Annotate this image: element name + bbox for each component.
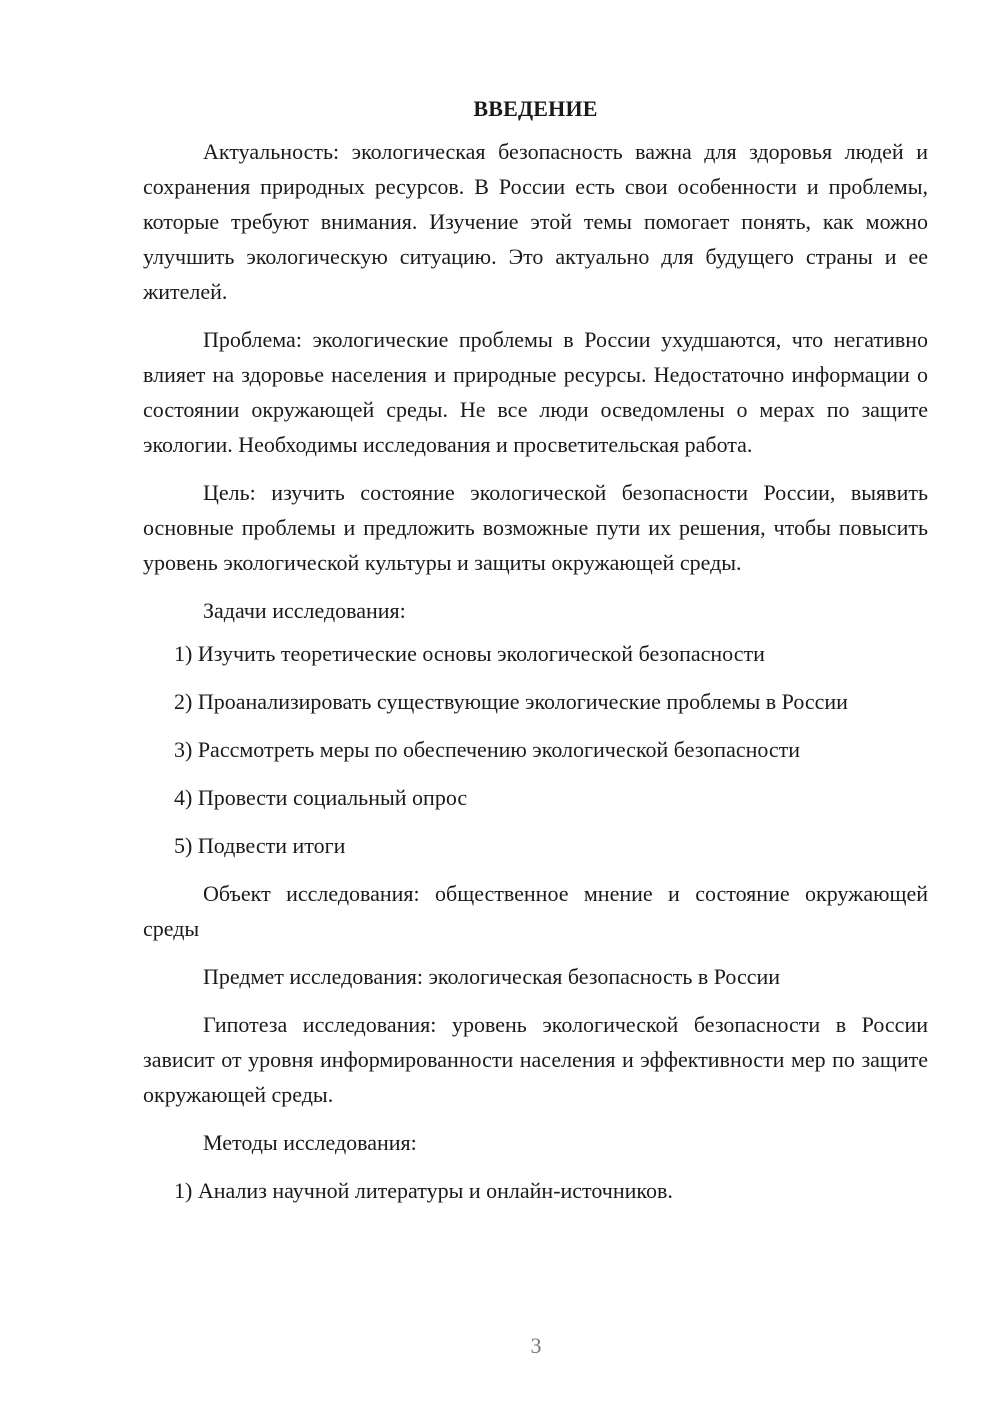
task-item: 3) Рассмотреть меры по обеспечению экологической безопасности [174,737,801,762]
method-item: 1) Анализ научной литературы и онлайн-источников. [174,1178,673,1203]
relevance-paragraph: Актуальность: экологическая безопасность важна для здоровья людей и сохранения природных ресурсов. В России есть свои особенности и проблемы, которые требуют внимания. Изучение этой темы помогает понять, как можно улучшить экологическую ситуацию. Это актуально для будущего страны и ее жителей. [143,139,928,304]
hypothesis-paragraph: Гипотеза исследования: уровень экологической безопасности в России зависит от уровня информированности населения и эффективности мер по защите окружающей среды. [143,1012,928,1107]
object-paragraph: Объект исследования: общественное мнение и состояние окружающей среды [143,881,928,941]
problem-paragraph: Проблема: экологические проблемы в России ухудшаются, что негативно влияет на здоровье населения и природные ресурсы. Недостаточно информации о состоянии окружающей среды. Не все люди осведомлены о мерах по защите экологии. Необходимы исследования и просветительская работа. [143,327,928,457]
document-body [143,96,928,1221]
task-item: 4) Провести социальный опрос [174,785,468,810]
task-item: 1) Изучить теоретические основы экологической безопасности [174,641,765,666]
tasks-title: Задачи исследования: [203,598,406,623]
task-item: 5) Подвести итоги [174,833,346,858]
page-number: 3 [530,1333,542,1358]
methods-title: Методы исследования: [203,1130,417,1155]
task-item: 2) Проанализировать существующие экологические проблемы в России [174,689,848,714]
page-title: ВВЕДЕНИЕ [473,96,598,121]
goal-paragraph: Цель: изучить состояние экологической безопасности России, выявить основные проблемы и предложить возможные пути их решения, чтобы повысить уровень экологической культуры и защиты окружающей среды. [143,480,928,575]
subject-paragraph: Предмет исследования: экологическая безопасность в России [203,964,781,989]
